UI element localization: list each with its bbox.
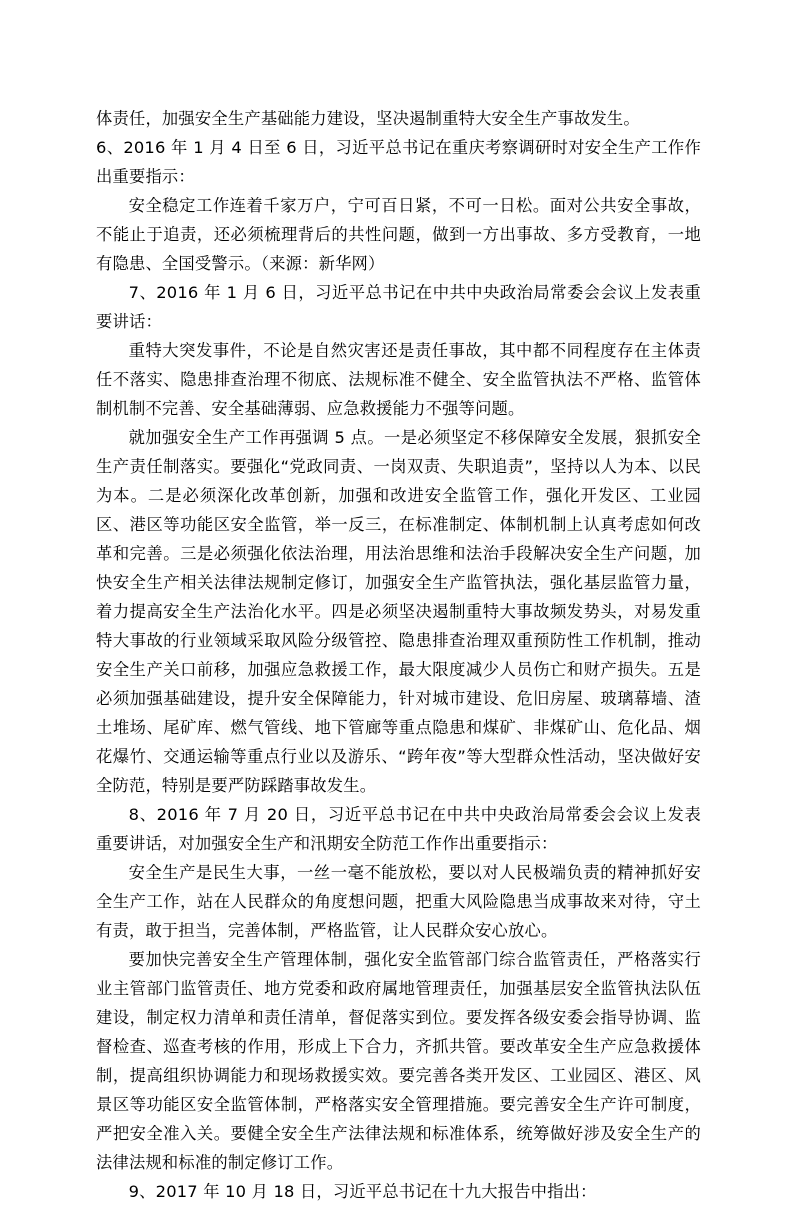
paragraph: 7、2016 年 1 月 6 日，习近平总书记在中共中央政治局常委会会议上发表重要讲话： [96, 283, 701, 331]
paragraph: 9、2017 年 10 月 18 日，习近平总书记在十九大报告中指出： [128, 1182, 597, 1201]
paragraph: 安全稳定工作连着千家万户，宁可百日紧，不可一日松。面对公共安全事故，不能止于追责，还必须梳理背后的共性问题，做到一方出事故、多方受教育，一地有隐患、全国受警示。（来源：新华网） [96, 196, 701, 273]
document-body [96, 104, 701, 1206]
paragraph: 要加快完善安全生产管理体制，强化安全监管部门综合监管责任，严格落实行业主管部门监管责任、地方党委和政府属地管理责任，加强基层安全监管执法队伍建设，制定权力清单和责任清单，督促落实到位。要发挥各级安委会指导协调、监督检查、巡查考核的作用，形成上下合力，齐抓共管。要改革安全生产应急救援体制，提高组织协调能力和现场救援实效。要完善各类开发区、工业园区、港区、风景区等功能区安全监管体制，严格落实安全管理措施。要完善安全生产许可制度，严把安全准入关。要健全安全生产法律法规和标准体系，统筹做好涉及安全生产的法律法规和标准的制定修订工作。 [96, 950, 701, 1172]
paragraph: 就加强安全生产工作再强调 5 点。一是必须坚定不移保障安全发展，狠抓安全生产责任制落实。要强化“党政同责、一岗双责、失职追责”，坚持以人为本、以民为本。二是必须深化改革创新，加强和改进安全监管工作，强化开发区、工业园区、港区等功能区安全监管，举一反三，在标准制定、体制机制上认真考虑如何改革和完善。三是必须强化依法治理，用法治思维和法治手段解决安全生产问题，加快安全生产相关法律法规制定修订，加强安全生产监管执法，强化基层监管力量，着力提高安全生产法治化水平。四是必须坚决遏制重特大事故频发势头，对易发重特大事故的行业领域采取风险分级管控、隐患排查治理双重预防性工作机制，推动安全生产关口前移，加强应急救援工作，最大限度减少人员伤亡和财产损失。五是必须加强基础建设，提升安全保障能力，针对城市建设、危旧房屋、玻璃幕墙、渣土堆场、尾矿库、燃气管线、地下管廊等重点隐患和煤矿、非煤矿山、危化品、烟花爆竹、交通运输等重点行业以及游乐、“跨年夜”等大型群众性活动，坚决做好安全防范，特别是要严防踩踏事故发生。 [96, 428, 701, 795]
paragraph: 8、2016 年 7 月 20 日，习近平总书记在中共中央政治局常委会会议上发表重要讲话，对加强安全生产和汛期安全防范工作作出重要指示： [96, 805, 701, 853]
paragraph: 重特大突发事件，不论是自然灾害还是责任事故，其中都不同程度存在主体责任不落实、隐患排查治理不彻底、法规标准不健全、安全监管执法不严格、监管体制机制不完善、安全基础薄弱、应急救援能力不强等问题。 [96, 341, 701, 418]
paragraph: 体责任，加强安全生产基础能力建设，坚决遏制重特大安全生产事故发生。 [96, 109, 640, 128]
paragraph: 安全生产是民生大事，一丝一毫不能放松，要以对人民极端负责的精神抓好安全生产工作，站在人民群众的角度想问题，把重大风险隐患当成事故来对待，守土有责，敢于担当，完善体制，严格监管，让人民群众安心放心。 [96, 863, 701, 940]
paragraph: 6、2016 年 1 月 4 日至 6 日，习近平总书记在重庆考察调研时对安全生产工作作出重要指示： [96, 138, 701, 186]
